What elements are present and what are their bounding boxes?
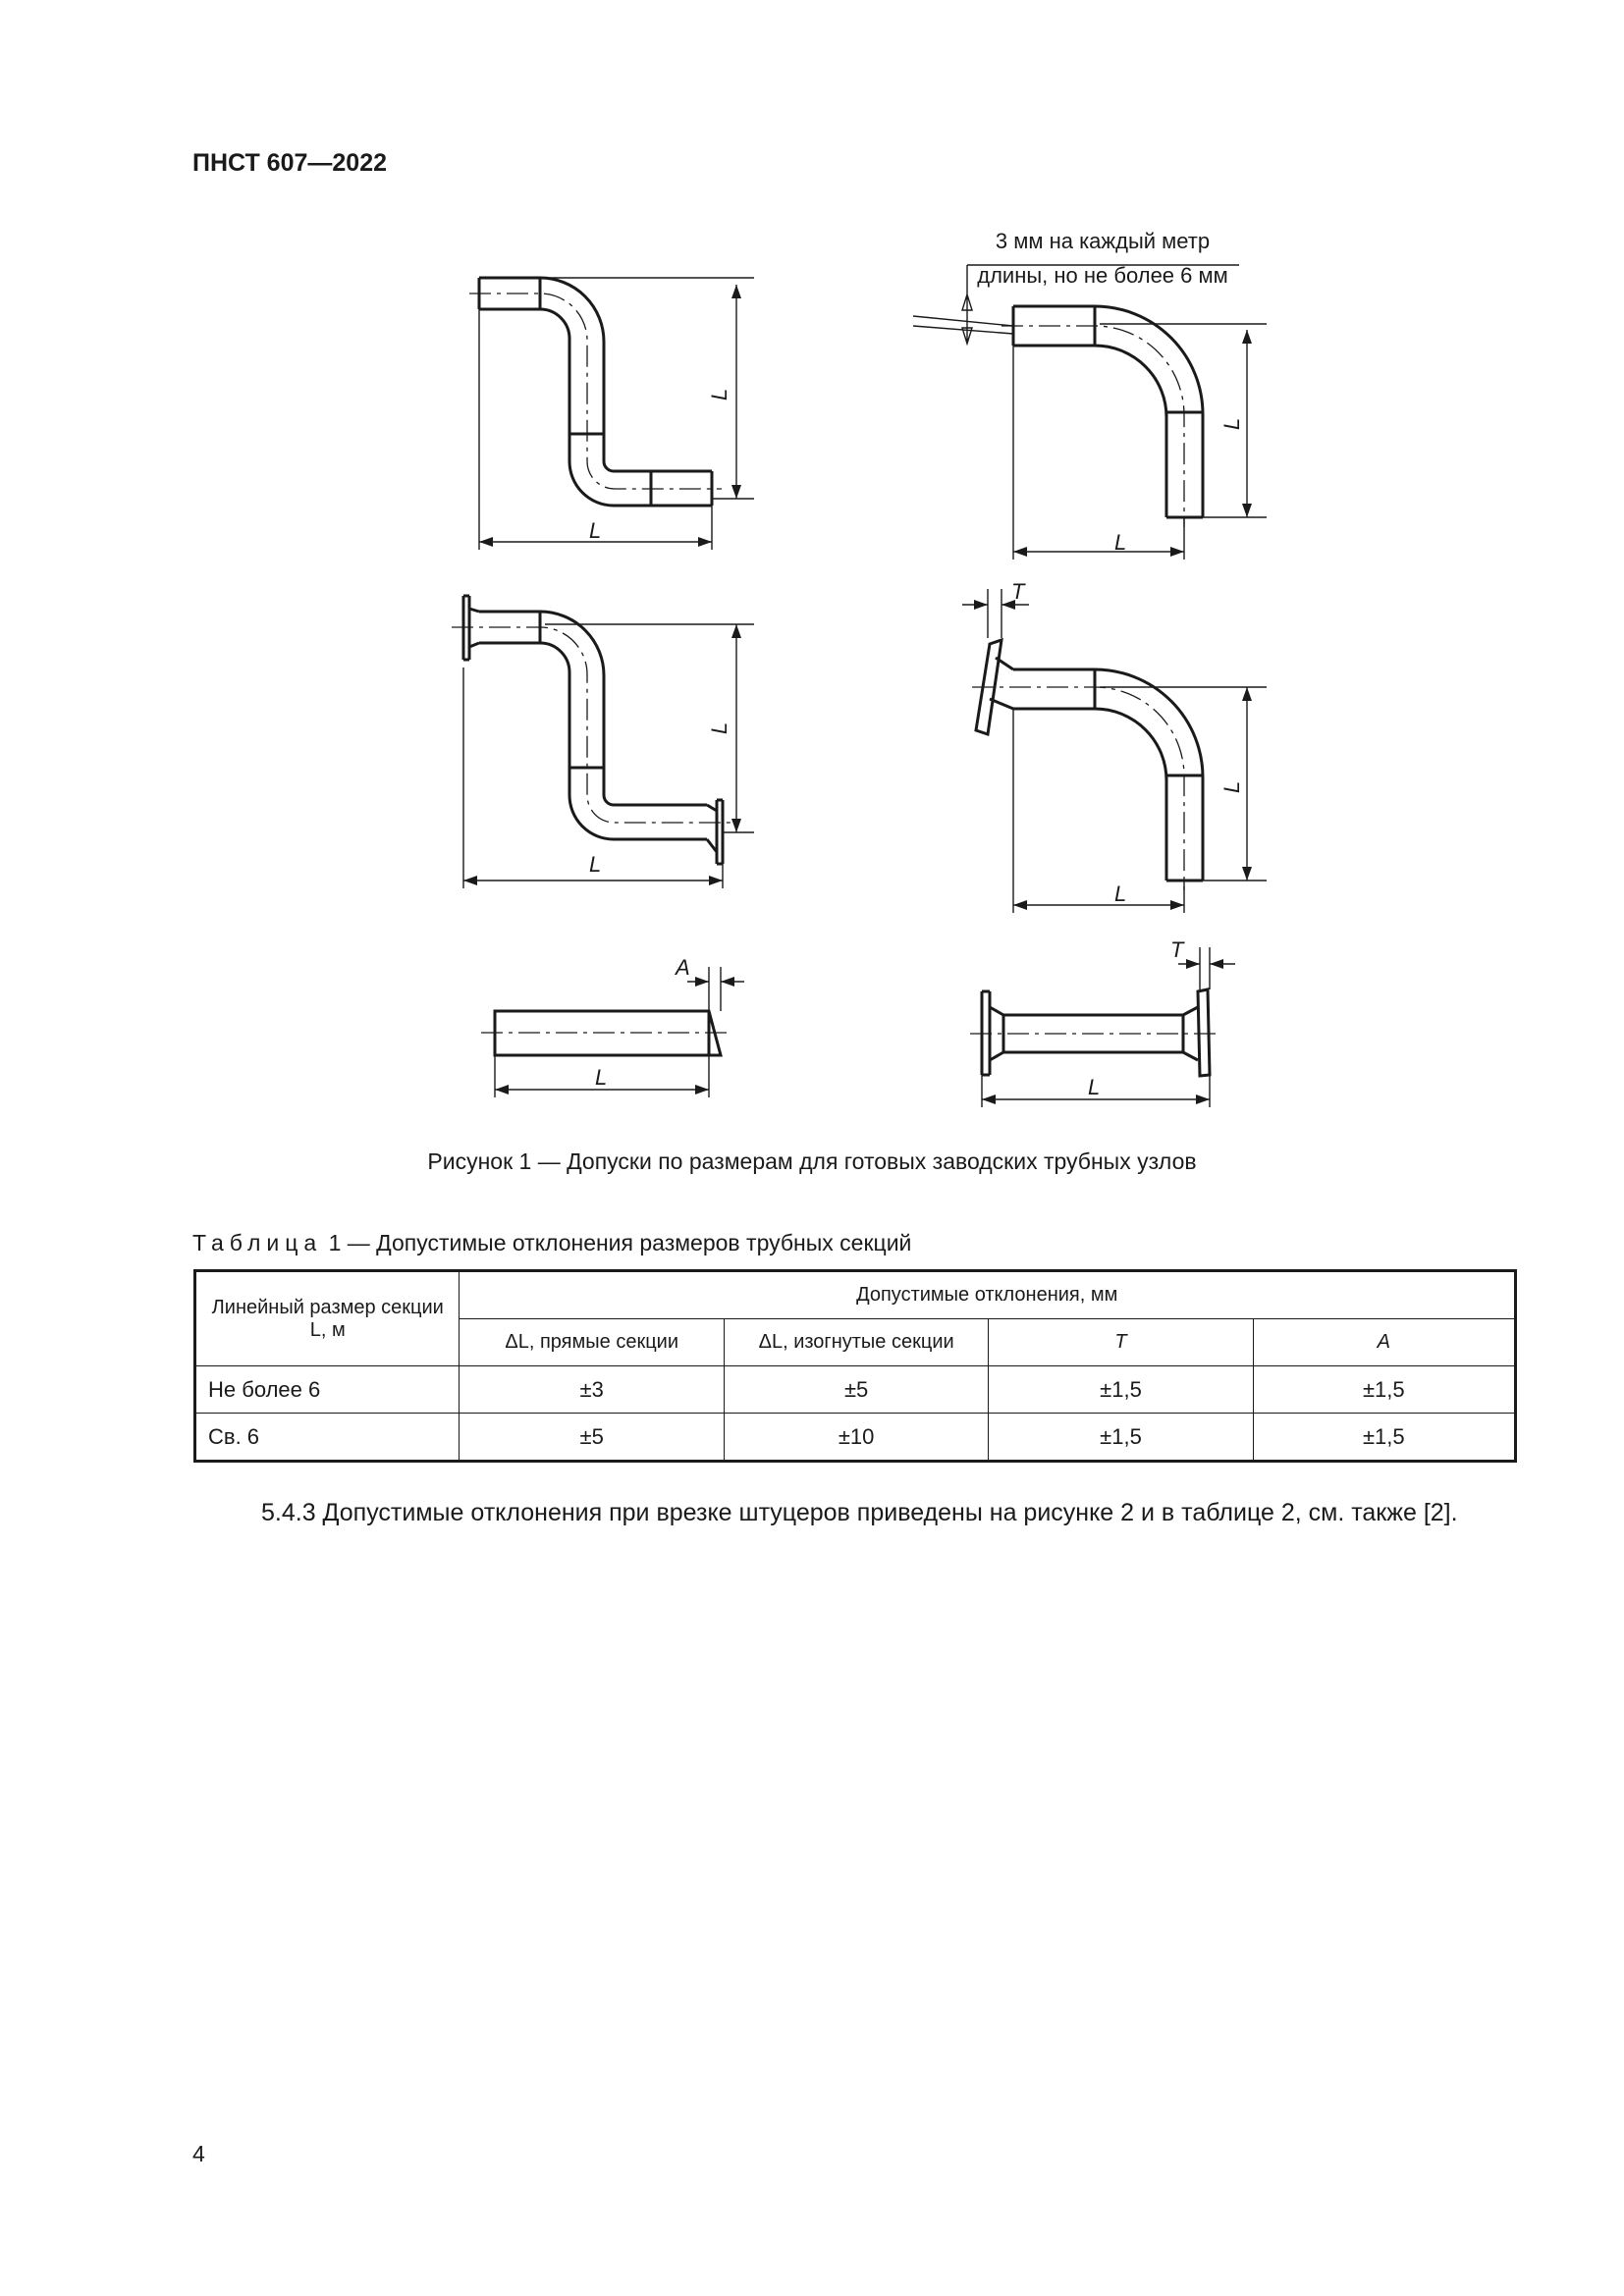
dim-label-a: A — [676, 955, 690, 980]
dim-label-l: L — [1114, 530, 1127, 555]
tolerance-note-line-2: длины, но не более 6 мм — [977, 263, 1228, 288]
col-header-size: Линейный размер секции L, м — [195, 1271, 460, 1366]
s-pipe-flanged-drawing — [452, 596, 754, 888]
dim-label-l: L — [1114, 881, 1127, 906]
dim-label-l: L — [589, 518, 602, 543]
value-cell: ±5 — [460, 1414, 724, 1462]
figure-caption: Рисунок 1 — Допуски по размерам для готовых заводских трубных узлов — [427, 1148, 1197, 1174]
table-title-text: 1 — Допустимые отклонения размеров трубных секций — [322, 1230, 912, 1255]
table-row — [195, 1414, 1516, 1462]
dim-label-l: L — [1088, 1075, 1101, 1099]
straight-pipe-drawing — [481, 955, 744, 1097]
value-cell: ±5 — [724, 1366, 988, 1414]
page-number: 4 — [192, 2141, 205, 2166]
value-cell: ±1,5 — [989, 1414, 1253, 1462]
col-header-dl-bent: ΔL, изогнутые секции — [724, 1319, 988, 1366]
table-row — [195, 1366, 1516, 1414]
document-header: ПНСТ 607—2022 — [192, 149, 387, 177]
l-bend-flanged-drawing — [962, 579, 1267, 913]
value-cell: ±1,5 — [1253, 1366, 1515, 1414]
straight-pipe-flanged-drawing — [970, 937, 1235, 1107]
dim-label-l: L — [707, 721, 731, 734]
table-header-row — [195, 1271, 1516, 1319]
col-header-group: Допустимые отклонения, мм — [460, 1271, 1516, 1319]
tolerance-table — [193, 1269, 1517, 1463]
value-cell: ±1,5 — [989, 1366, 1253, 1414]
value-cell: ±10 — [724, 1414, 988, 1462]
dim-label-l: L — [589, 852, 602, 877]
dim-label-l: L — [595, 1065, 608, 1090]
dim-label-t: T — [1170, 937, 1184, 962]
tolerance-note-line-1: 3 мм на каждый метр — [995, 229, 1211, 253]
table-title-label: Таблица — [192, 1230, 323, 1255]
table-title — [192, 1230, 911, 1256]
dim-label-l: L — [1219, 780, 1244, 793]
col-header-dl-straight: ΔL, прямые секции — [460, 1319, 724, 1366]
col-header-t: T — [989, 1319, 1253, 1366]
dim-label-t: T — [1011, 579, 1025, 604]
dim-label-l: L — [707, 388, 731, 400]
dim-label-l: L — [1219, 417, 1244, 430]
row-size-cell: Не более 6 — [195, 1366, 460, 1414]
s-pipe-drawing — [469, 278, 754, 550]
value-cell: ±3 — [460, 1366, 724, 1414]
l-bend-drawing — [913, 229, 1267, 560]
value-cell: ±1,5 — [1253, 1414, 1515, 1462]
row-size-cell: Св. 6 — [195, 1414, 460, 1462]
col-header-a: A — [1253, 1319, 1515, 1366]
body-paragraph: 5.4.3 Допустимые отклонения при врезке штуцеров приведены на рисунке 2 и в таблице 2, см. также [2]. — [261, 1499, 1458, 1526]
